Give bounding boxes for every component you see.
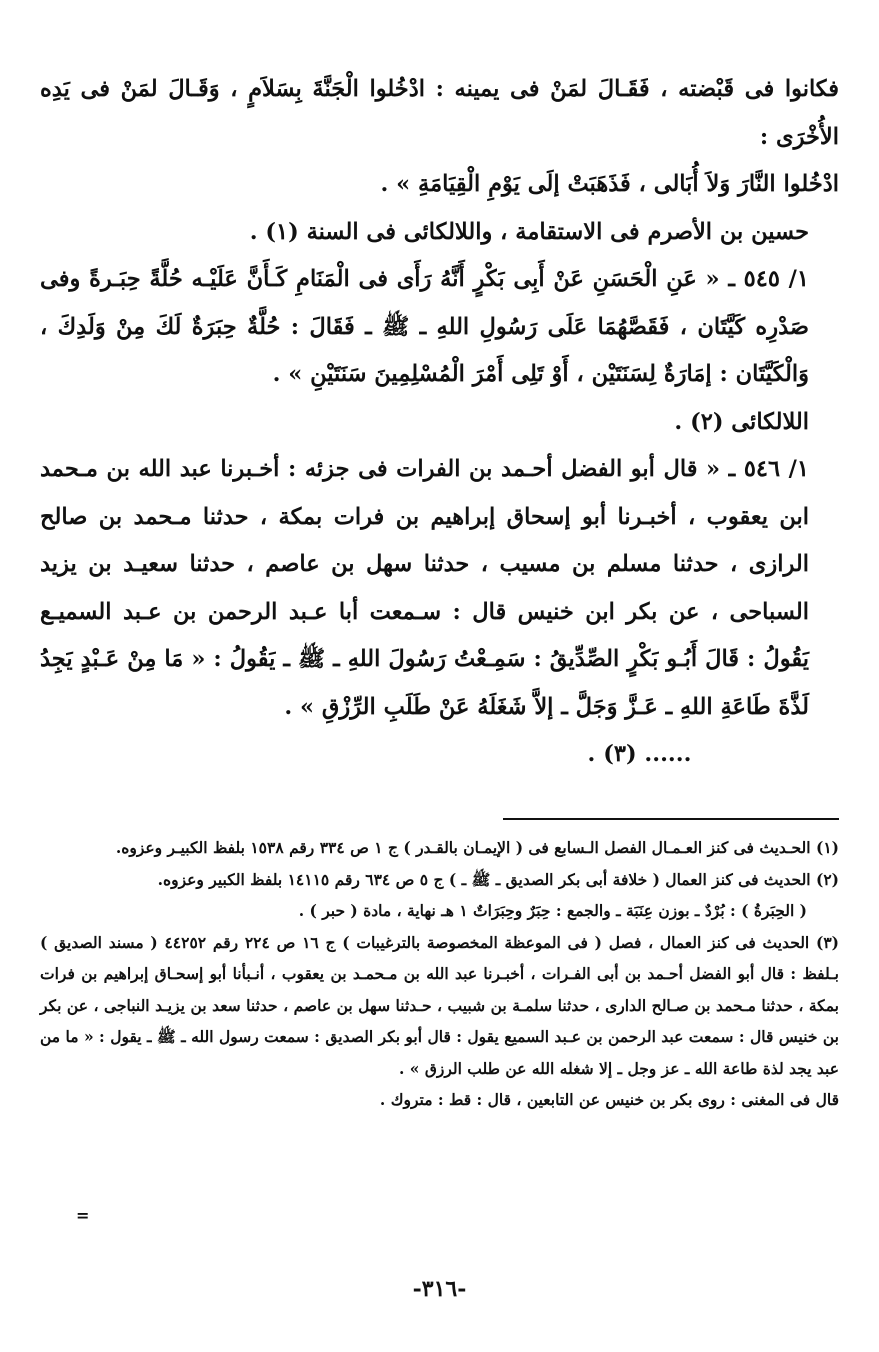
footnote-1: (١) الحـديث فى كنز العـمـال الفصل الـسابع فى ( الإيمـان بالقـدر ) ج ١ ص ٣٣٤ رقم ١٥٣٨ بلفظ الكبيـر وعزوه. xyxy=(115,838,839,857)
ellipsis-footnote-ref: ...... (٣) . xyxy=(587,741,692,767)
source-citation-1: حسين بن الأصرم فى الاستقامة ، واللالكائى فى السنة (١) . xyxy=(249,218,809,245)
paragraph-continuation-line1: فكانوا فى قَبْضته ، فَقَـالَ لمَنْ فى يمينه : ادْخُلوا الْجَنَّةَ بِسَلاَمٍ ، وَقَـالَ لمَنْ فى يَدِه الأُخْرَى : xyxy=(40,76,839,150)
footnote-3-note: قال فى المغنى : روى بكر بن خنيس عن التابعين ، قال : قط : متروك . xyxy=(379,1090,839,1109)
continuation-mark: = xyxy=(76,1206,90,1225)
footnote-2: (٢) الحديث فى كنز العمال ( خلافة أبى بكر الصديق ـ ﷺ ـ ) ج ٥ ص ٦٣٤ رقم ١٤١١٥ بلفظ الكبير وعزوه. xyxy=(157,869,839,889)
footnote-2-gloss: ( الحِبَرةُ ) : بُرْدٌ ـ بوزن عِنَبَة ـ والجمع : حِبَرٌ وحِبَرَاتٌ ١ هـ نهاية ، مادة ( حبر ) . xyxy=(298,901,807,920)
hadith-546: ١/ ٥٤٦ ـ « قال أبو الفضل أحـمد بن الفرات فى جزئه : أخـبرنا عبد الله بن مـحمد ابن يعقوب ، أخبـرنا أبو إسحاق إبراهيم بن فرات بمكة ، حدثنا مـحمد بن صالح الرازى ، حدثنا مسلم بن مسيب ، حدثنا سهل بن عاصم ، حدثنا سعيـد بن يزيد السباحى ، عن بكر ابن خنيس قال : سـمعت أبا عـبد الرحمن بن عـبد السميـع يَقُولُ : قَالَ أَبُـو بَكْرٍ الصِّدِّيقُ : سَمِـعْتُ رَسُولَ اللهِ ـ ﷺ ـ يَقُولُ : « مَا مِنْ عَـبْدٍ يَجِدُ لَذَّةَ طَاعَةِ اللهِ ـ عَـزَّ وَجَلَّ ـ إلاَّ شَغَلَهُ عَنْ طَلَبِ الرِّزْقِ » . xyxy=(40,456,809,720)
hadith-545: ١/ ٥٤٥ ـ « عَنِ الْحَسَنِ عَنْ أَبِى بَكْرٍ أَنَّهُ رَأَى فى الْمَنَامِ كَـأَنَّ عَلَيْـه حُلَّةً حِبَـرةً وفى صَدْرِه كَيَّتَان ، فَقَصَّهُمَا عَلَى رَسُولِ اللهِ ـ ﷺ ـ فَقَالَ : حُلَّةٌ حِبَرَةٌ لَكَ مِنْ وَلَدِكَ ، وَالْكَيَّتَان : إمَارَةٌ لِسَنَتَيْن ، أَوْ تَلِى أَمْرَ الْمُسْلِمِينَ سَنَتَيْنِ » . xyxy=(40,266,809,387)
footnote-separator xyxy=(503,818,839,820)
footnotes xyxy=(40,832,839,1116)
paragraph-continuation-line2: ادْخُلوا النَّارَ وَلاَ أُبَالى ، فَذَهَبَتْ إلَى يَوْمِ الْقِيَامَةِ » . xyxy=(380,171,839,197)
footnote-3: (٣) الحديث فى كنز العمال ، فصل ( فى الموعظة المخصوصة بالترغيبات ) ج ١٦ ص ٢٢٤ رقم ٤٤٢٥٢ ( مسند الصديق ) بـلفظ : قال أبو الفضل أحـمد بن أبى الفـرات ، أخبـرنا عبد الله بن مـحمـد بن يعقوب ، أنـبأنا أبو إسحـاق إبراهيم بن فرات بمكة ، حدثنا مـحمد بن صـالح الدارى ، حدثنا سلمـة بن شبيب ، حـدثنا سهل بن عاصم ، حدثنا سعد بن يزيـد النباجى ، عن بكر بن خنيس قال : سمعت عبد الرحمن بن عـبد السميع يقول : قال أبو بكر الصديق : سمعت رسول الله ـ ﷺ ـ يقول : « ما من عبد يجد لذة طاعة الله ـ عز وجل ـ إلا شغله الله عن طلب الرزق » . xyxy=(40,932,839,1078)
source-citation-2: اللالكائى (٢) . xyxy=(674,408,809,435)
main-text xyxy=(40,66,839,779)
page-number: -٣١٦- xyxy=(412,1276,467,1302)
